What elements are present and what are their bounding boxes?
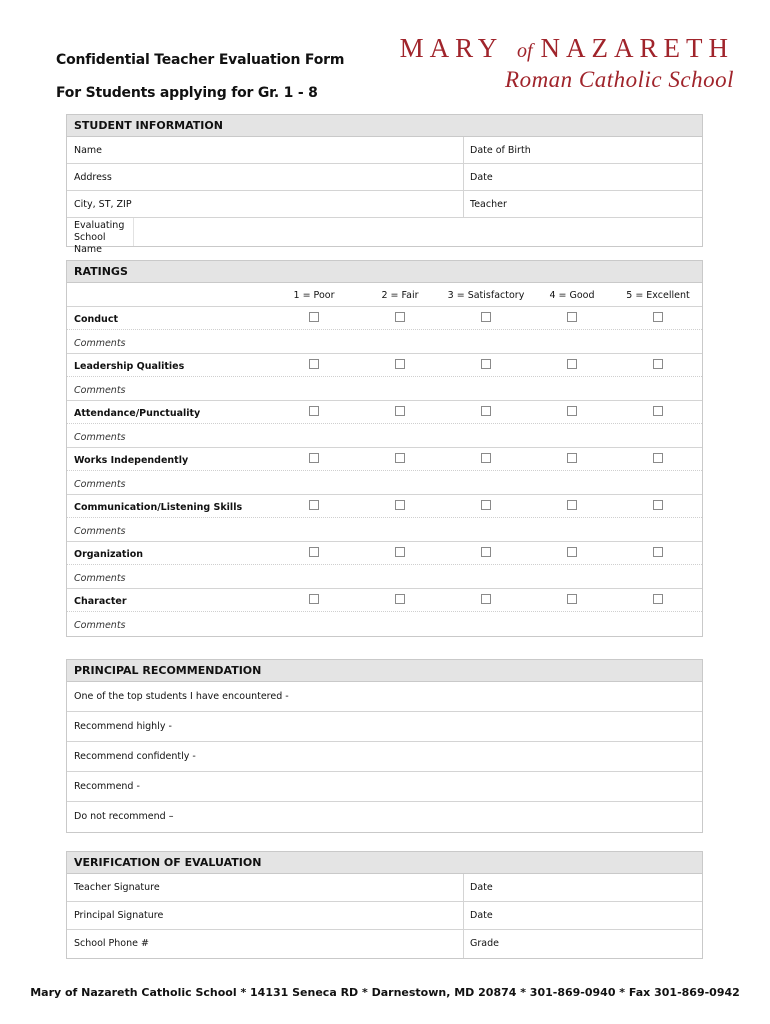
recommendation-label: Recommend confidently - [74,751,196,762]
school-phone-row[interactable] [67,930,702,958]
rating-checkbox-2[interactable] [395,500,405,510]
comments-label: Comments [74,620,126,631]
address-row[interactable] [67,164,702,191]
rating-criterion-row [67,495,702,518]
grade-label: Grade [470,938,499,949]
comments-field[interactable] [67,471,702,495]
comments-label: Comments [74,338,126,349]
rating-checkbox-2[interactable] [395,406,405,416]
date-label: Date [470,882,493,893]
rating-checkbox-5[interactable] [653,500,663,510]
rating-checkbox-3[interactable] [481,500,491,510]
rating-scale-label: 2 = Fair [381,290,419,301]
criterion-label: Leadership Qualities [74,361,185,372]
rating-checkbox-2[interactable] [395,312,405,322]
comments-label: Comments [74,573,126,584]
form-title: Confidential Teacher Evaluation Form [56,52,345,68]
verification-section [66,851,703,959]
rating-checkbox-4[interactable] [567,312,577,322]
teacher-signature-row[interactable] [67,874,702,902]
rating-checkbox-3[interactable] [481,547,491,557]
rating-scale-row [67,283,702,307]
evaluating-school-field[interactable] [133,218,702,246]
comments-label: Comments [74,432,126,443]
recommendation-label: Recommend highly - [74,721,172,732]
rating-checkbox-2[interactable] [395,594,405,604]
rating-checkbox-1[interactable] [309,547,319,557]
criterion-label: Communication/Listening Skills [74,502,243,513]
rating-checkbox-2[interactable] [395,547,405,557]
comments-field[interactable] [67,424,702,448]
logo-subtitle: Roman Catholic School [505,67,734,92]
recommendation-label: One of the top students I have encountered - [74,691,289,702]
criterion-label: Attendance/Punctuality [74,408,201,419]
rating-checkbox-5[interactable] [653,453,663,463]
comments-field[interactable] [67,565,702,589]
recommendation-option[interactable] [67,712,702,742]
rating-checkbox-4[interactable] [567,453,577,463]
rating-scale-label: 3 = Satisfactory [447,290,525,301]
rating-scale-label: 4 = Good [549,290,595,301]
principal-signature-row[interactable] [67,902,702,930]
rating-scale-label: 1 = Poor [293,290,335,301]
comments-field[interactable] [67,612,702,636]
rating-checkbox-1[interactable] [309,453,319,463]
section-heading: STUDENT INFORMATION [67,115,702,137]
comments-field[interactable] [67,518,702,542]
rating-checkbox-3[interactable] [481,453,491,463]
address-label: Address [74,172,112,183]
principal-signature-label: Principal Signature [74,910,164,921]
rating-checkbox-3[interactable] [481,359,491,369]
section-heading: RATINGS [67,261,702,283]
student-information-section [66,114,703,255]
recommendation-label: Do not recommend – [74,811,174,822]
logo-mary: MARY [399,33,503,63]
section-heading: PRINCIPAL RECOMMENDATION [67,660,702,682]
rating-checkbox-4[interactable] [567,359,577,369]
comments-field[interactable] [67,377,702,401]
recommendation-option[interactable] [67,772,702,802]
school-logo [400,34,734,93]
city-row[interactable] [67,191,702,218]
rating-checkbox-4[interactable] [567,500,577,510]
teacher-label: Teacher [470,199,507,210]
rating-checkbox-3[interactable] [481,406,491,416]
rating-checkbox-1[interactable] [309,594,319,604]
rating-checkbox-1[interactable] [309,359,319,369]
rating-checkbox-2[interactable] [395,453,405,463]
rating-criterion-row [67,401,702,424]
logo-of: of [516,40,533,62]
rating-checkbox-4[interactable] [567,406,577,416]
rating-checkbox-5[interactable] [653,406,663,416]
rating-checkbox-3[interactable] [481,312,491,322]
recommendation-option[interactable] [67,742,702,772]
criterion-label: Character [74,596,127,607]
rating-criterion-row [67,307,702,330]
evaluating-school-row[interactable] [67,218,702,255]
criterion-label: Conduct [74,314,118,325]
rating-checkbox-1[interactable] [309,406,319,416]
rating-checkbox-4[interactable] [567,594,577,604]
school-phone-label: School Phone # [74,938,149,949]
rating-checkbox-1[interactable] [309,312,319,322]
rating-checkbox-5[interactable] [653,547,663,557]
rating-checkbox-2[interactable] [395,359,405,369]
dob-label: Date of Birth [470,145,531,156]
criterion-label: Organization [74,549,144,560]
evaluating-label-line2: School Name [74,232,106,255]
name-label: Name [74,145,103,156]
date-label: Date [470,910,493,921]
footer-address: Mary of Nazareth Catholic School * 14131 Seneca RD * Darnestown, MD 20874 * 301-869-0940 * Fax 301-869-0942 [30,986,740,999]
principal-recommendation-section [66,659,703,833]
ratings-section [66,260,703,637]
rating-criterion-row [67,542,702,565]
name-row[interactable] [67,137,702,164]
rating-scale-label: 5 = Excellent [626,290,690,301]
rating-criterion-row [67,589,702,612]
form-subtitle: For Students applying for Gr. 1 - 8 [56,85,318,101]
rating-checkbox-3[interactable] [481,594,491,604]
section-heading: VERIFICATION OF EVALUATION [67,852,702,874]
rating-criterion-row [67,354,702,377]
logo-nazareth: NAZARETH [540,33,734,63]
city-label: City, ST, ZIP [74,199,132,210]
recommendation-label: Recommend - [74,781,140,792]
comments-label: Comments [74,479,126,490]
rating-criterion-row [67,448,702,471]
date-label: Date [470,172,493,183]
comments-field[interactable] [67,330,702,354]
rating-checkbox-4[interactable] [567,547,577,557]
evaluating-school-label [74,220,134,256]
rating-checkbox-5[interactable] [653,359,663,369]
recommendation-option[interactable] [67,682,702,712]
comments-label: Comments [74,385,126,396]
recommendation-option[interactable] [67,802,702,832]
teacher-signature-label: Teacher Signature [74,882,160,893]
rating-checkbox-1[interactable] [309,500,319,510]
comments-label: Comments [74,526,126,537]
rating-checkbox-5[interactable] [653,594,663,604]
criterion-label: Works Independently [74,455,189,466]
rating-checkbox-5[interactable] [653,312,663,322]
evaluating-label-line1: Evaluating [74,220,125,231]
